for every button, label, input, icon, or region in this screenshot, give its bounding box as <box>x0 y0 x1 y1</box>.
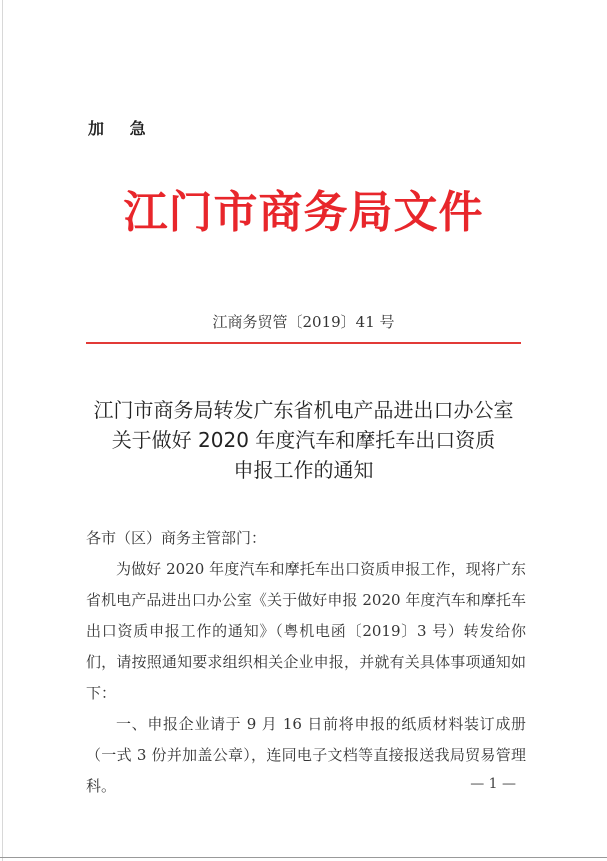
document-number: 江商务贸管〔2019〕41 号 <box>212 313 395 331</box>
notice-title <box>0 395 607 485</box>
document-header-title: 江门市商务局文件 <box>123 187 484 238</box>
salutation: 各市（区）商务主管部门： <box>86 529 267 547</box>
body-paragraph-1: 为做好 2020 年度汽车和摩托车出口资质申报工作，现将广东省机电产品进出口办公室《关于做好申报 2020 年度汽车和摩托车出口资质申报工作的通知》（粤机电函〔2019〕3 号）转发给你们，请按照通知要求组织相关企业申报，并就有关具体事项通知如下： <box>86 560 526 702</box>
notice-body <box>86 523 526 802</box>
body-paragraph-2: 一、申报企业请于 9 月 16 日前将申报的纸质材料装订成册（一式 3 份并加盖公章），连同电子文档等直接报送我局贸易管理科。 <box>86 715 526 795</box>
notice-title-line-2: 关于做好 2020 年度汽车和摩托车出口资质 <box>111 428 496 452</box>
urgent-label: 加 急 <box>88 119 156 138</box>
page-number: — 1 — <box>470 776 516 792</box>
red-divider-line <box>86 342 521 344</box>
notice-title-line-1: 江门市商务局转发广东省机电产品进出口办公室 <box>93 398 514 422</box>
notice-title-line-3: 申报工作的通知 <box>233 458 374 482</box>
scan-edge-bottom <box>0 857 607 858</box>
